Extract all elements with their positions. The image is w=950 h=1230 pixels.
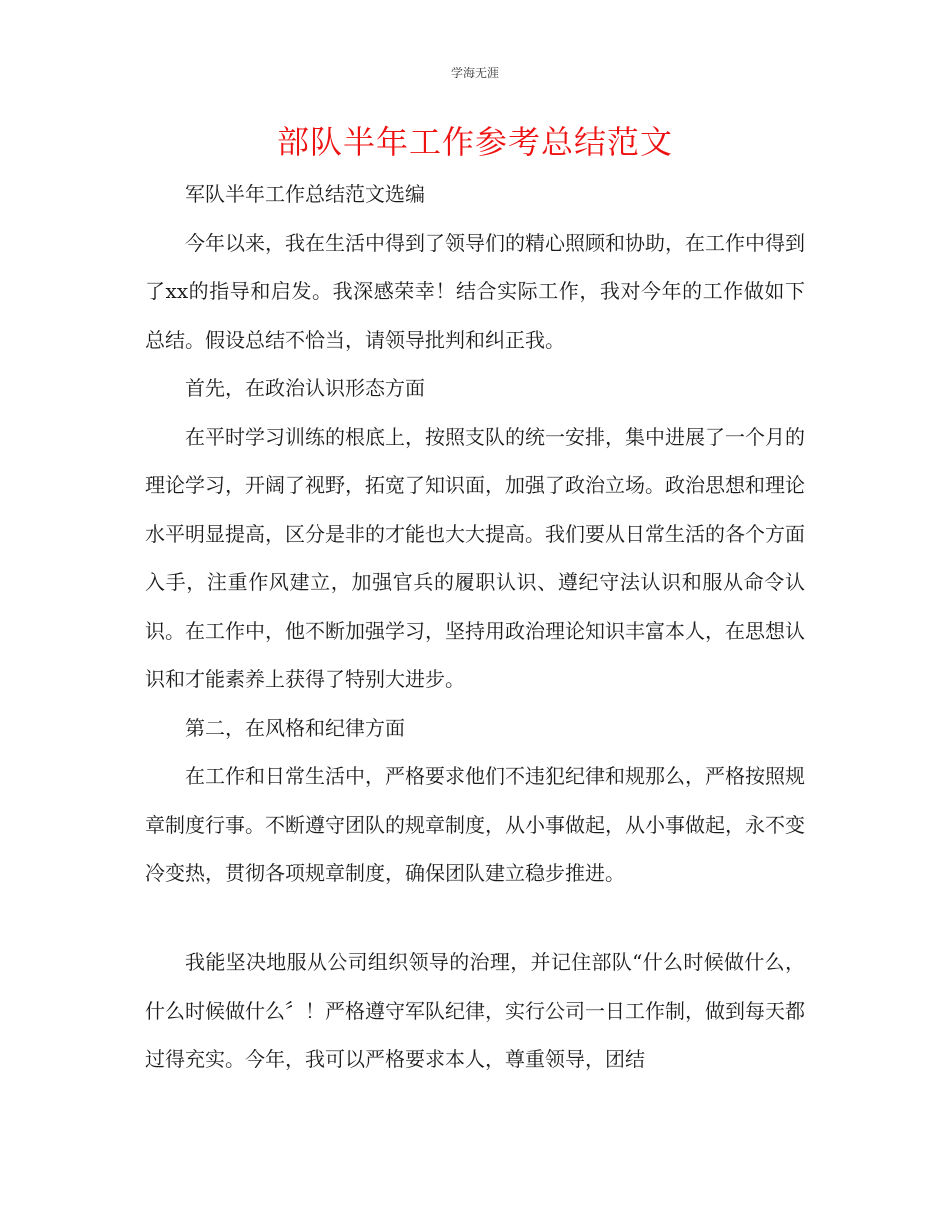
paragraph-heading-politics: 首先，在政治认识形态方面 <box>185 376 425 400</box>
page-header-note: 学海无涯 <box>450 66 499 80</box>
paragraph-discipline: 在工作和日常生活中，严格要求他们不违犯纪律和规那么，严格按照规章制度行事。不断遵守团队的规章制度，从小事做起，从小事做起，永不变冷变热，贯彻各项规章制度，确保团队建立稳步推进。 <box>145 764 805 885</box>
paragraph-intro: 今年以来，我在生活中得到了领导们的精心照顾和协助，在工作中得到了xx的指导和启发。我深感荣幸！结合实际工作，我对今年的工作做如下总结。假设总结不恰当，请领导批判和纠正我。 <box>145 230 805 352</box>
paragraph-obedience: 我能坚决地服从公司组织领导的治理，并记住部队“什么时候做什么，什么时候做什么〞！严格遵守军队纪律，实行公司一日工作制，做到每天都过得充实。今年，我可以严格要求本人，尊重领导，团结 <box>145 950 805 1071</box>
paragraph-heading-discipline: 第二，在风格和纪律方面 <box>185 715 405 740</box>
paragraph-subtitle: 军队半年工作总结范文选编 <box>185 182 425 206</box>
document-title: 部队半年工作参考总结范文 <box>276 123 673 161</box>
document-body-continued <box>145 938 805 1084</box>
document-body-main <box>145 170 805 898</box>
paragraph-politics: 在平时学习训练的根底上，按照支队的统一安排，集中进展了一个月的理论学习，开阔了视野，拓宽了知识面，加强了政治立场。政治思想和理论水平明显提高，区分是非的才能也大大提高。我们要从日常生活的各个方面入手，注重作风建立，加强官兵的履职认识、遵纪守法认识和服从命令认识。在工作中，他不断加强学习，坚持用政治理论知识丰富本人，在思想认识和才能素养上获得了特别大进步。 <box>145 424 805 691</box>
